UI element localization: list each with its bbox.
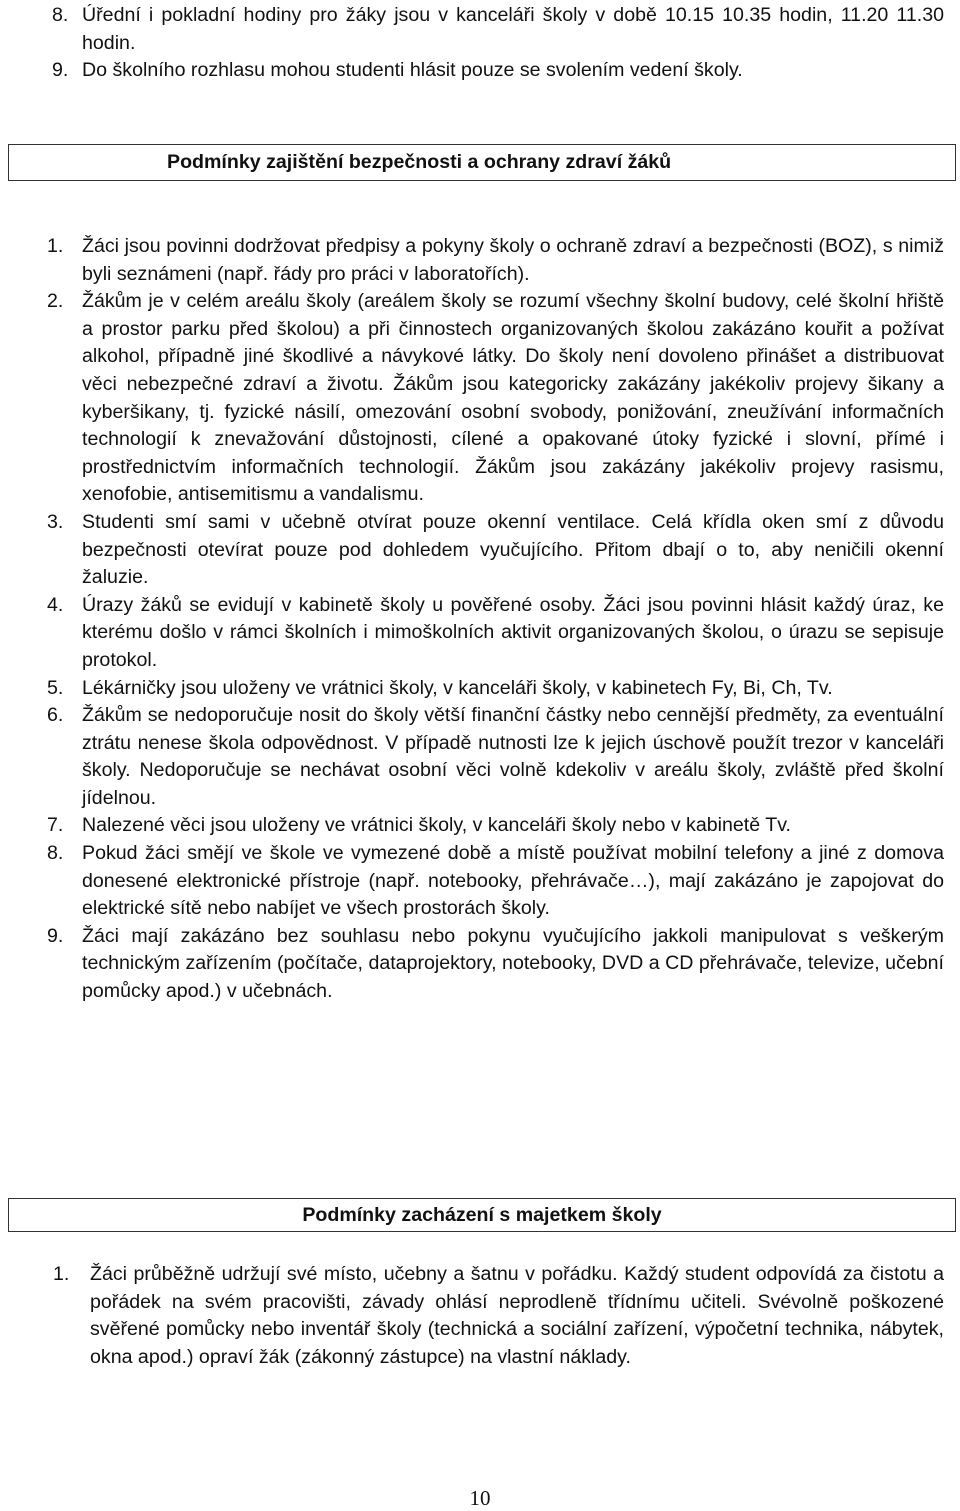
- list-item: [47, 288, 944, 509]
- list-item: [47, 702, 944, 812]
- page-number: 10: [469, 1486, 491, 1510]
- list-item: [52, 57, 944, 85]
- list-item-number: 7.: [47, 814, 64, 837]
- list-item-number: 8.: [52, 4, 69, 26]
- list-item-number: 3.: [47, 510, 64, 533]
- list-item: [47, 509, 944, 592]
- list-item-number: 6.: [47, 704, 64, 727]
- list-item-text: Žákům je v celém areálu školy (areálem školy se rozumí všechny školní budovy, celé školní hřiště a prostor parku před školou) a při činnostech organizovaných školou zakázáno kouřit a požívat alkohol, případně jiné škodlivé a návykové látky. Do školy není dovoleno přinášet a distribuovat věci nebezpečné zdraví a životu. Žákům jsou kategoricky zakázány jakékoliv projevy šikany a kyberšikany, tj. fyzické násilí, omezování osobní svobody, ponižování, zneužívání informačních technologií k znevažování důstojnosti, cílené a opakované útoky fyzické i slovní, přímé i prostřednictvím informačních technologií. Žákům jsou zakázány jakékoliv projevy rasismu, xenofobie, antisemitismu a vandalismu.: [82, 290, 944, 506]
- safety-list: [0, 233, 960, 1006]
- list-item-number: 4.: [47, 593, 64, 616]
- list-item-text: Pokud žáci smějí ve škole ve vymezené době a místě používat mobilní telefony a jiné z domova donesené elektronické přístroje (např. notebooky, přehrávače…), mají zakázáno je zapojovat do elektrické sítě nebo nabíjet ve všech prostorách školy.: [82, 842, 944, 920]
- list-item-text: Lékárničky jsou uloženy ve vrátnici školy, v kanceláři školy, v kabinetech Fy, Bi, Ch, Tv.: [82, 676, 833, 699]
- list-item: [53, 1261, 944, 1371]
- top-list: [0, 2, 960, 85]
- list-item-text: Studenti smí sami v učebně otvírat pouze okenní ventilace. Celá křídla oken smí z důvodu bezpečnosti otevírat pouze pod dohledem vyučujícího. Přitom dbají o to, aby neničili okenní žaluzie.: [82, 510, 944, 589]
- list-item-text: Úřední i pokladní hodiny pro žáky jsou v kanceláři školy v době 10.15 10.35 hodin, 11.20 11.30 hodin.: [82, 4, 944, 54]
- section-heading-text: Podmínky zajištění bezpečnosti a ochrany zdraví žáků: [167, 151, 672, 173]
- list-item-number: 9.: [47, 924, 64, 947]
- list-item: [47, 233, 944, 288]
- list-item: [47, 812, 944, 840]
- list-item-text: Nalezené věci jsou uloženy ve vrátnici školy, v kanceláři školy nebo v kabinetě Tv.: [82, 814, 791, 837]
- list-item: [47, 923, 944, 1006]
- list-item-text: Do školního rozhlasu mohou studenti hlásit pouze se svolením vedení školy.: [82, 59, 743, 82]
- list-item: [47, 675, 944, 703]
- section-heading-property: [8, 1198, 956, 1232]
- list-item-number: 9.: [52, 59, 69, 82]
- list-item: [52, 2, 944, 57]
- list-item-text: Žáci mají zakázáno bez souhlasu nebo pokynu vyučujícího jakkoli manipulovat s veškerým technickým zařízením (počítače, dataprojektory, notebooky, DVD a CD přehrávače, televize, učební pomůcky apod.) v učebnách.: [82, 924, 944, 1003]
- list-item-text: Žáci průběžně udržují své místo, učebny a šatnu v pořádku. Každý student odpovídá za čistotu a pořádek na svém pracovišti, závady ohlásí neprodleně třídnímu učiteli. Svévolně poškozené svěřené pomůcky nebo inventář školy (technická a sociální zařízení, výpočetní technika, nábytek, okna apod.) opraví žák (zákonný zástupce) na vlastní náklady.: [90, 1263, 944, 1368]
- list-item: [47, 592, 944, 675]
- list-item-number: 1.: [53, 1263, 70, 1285]
- list-item: [47, 840, 944, 923]
- list-item-number: 2.: [47, 290, 64, 313]
- list-item-text: Žáci jsou povinni dodržovat předpisy a pokyny školy o ochraně zdraví a bezpečnosti (BOZ), s nimiž byli seznámeni (např. řády pro práci v laboratořích).: [82, 235, 944, 285]
- list-item-text: Úrazy žáků se evidují v kabinetě školy u pověřené osoby. Žáci jsou povinni hlásit každý úraz, ke kterému došlo v rámci školních i mimoškolních aktivit organizovaných školou, o úrazu se sepisuje protokol.: [82, 593, 944, 671]
- list-item-number: 8.: [47, 842, 64, 865]
- section-heading-safety: [8, 144, 956, 181]
- property-list: [0, 1261, 960, 1371]
- list-item-number: 5.: [47, 676, 64, 699]
- list-item-number: 1.: [47, 235, 64, 257]
- section-heading-text: Podmínky zacházení s majetkem školy: [302, 1203, 662, 1226]
- list-item-text: Žákům se nedoporučuje nosit do školy větší finanční částky nebo cennější předměty, za eventuální ztrátu nenese škola odpovědnost. V případě nutnosti lze k jejich úschově použít trezor v kanceláři školy. Nedoporučuje se nechávat osobní věci volně kdekoliv v areálu školy, zvláště před školní jídelnou.: [82, 704, 944, 809]
